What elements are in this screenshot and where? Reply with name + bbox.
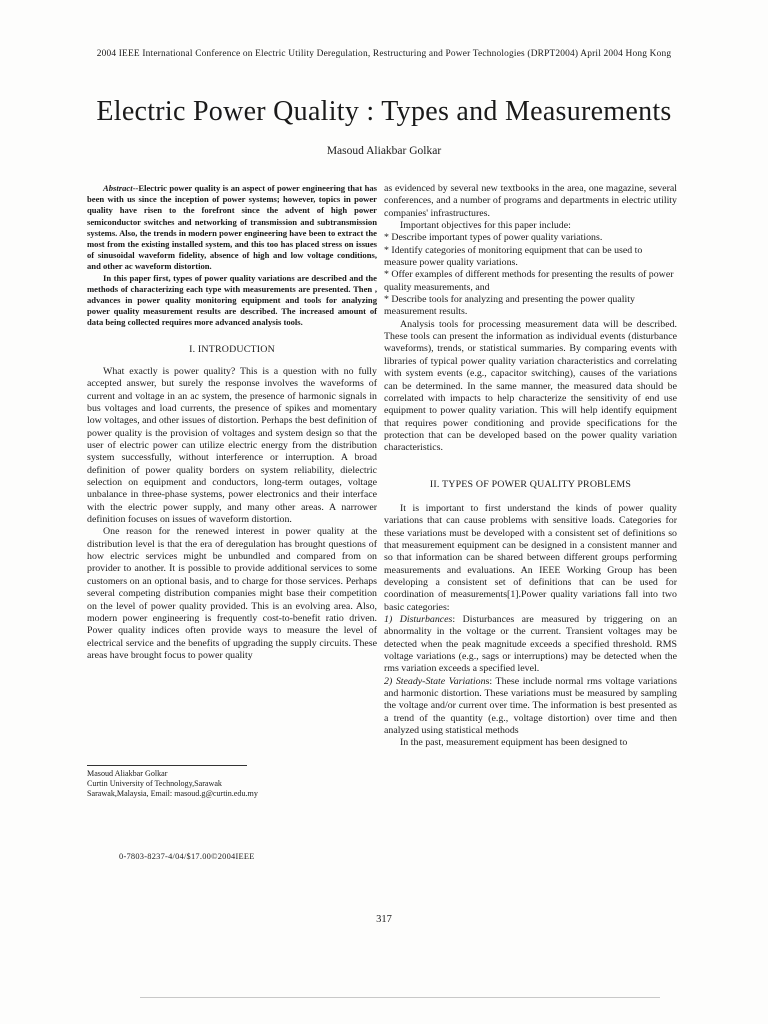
right-paragraph-2: Analysis tools for processing measurement data will be described. These tools can present the information as individual events (disturbance waveforms), trends, or statistical summaries. By comparing events with libraries of typical power quality variation characteristics and correlating with system events (e.g., capacitor switching), causes of the variations can be determined. In the same manner, the measured data should be correlated with impacts to help characterize the sensitivity of end use equipment to power quality variation. This will help identify equipment that requires power conditioning and provide specifications for the protection that can be developed based on the power quality variation characteristics. [384, 318, 677, 454]
disturbances-item [384, 614, 677, 676]
abstract-label: Abstract [103, 183, 133, 193]
abstract [87, 183, 377, 273]
objective-bullet: * Describe tools for analyzing and presenting the power quality measurement results. [384, 294, 635, 318]
objectives-intro: Important objectives for this paper include: [400, 220, 571, 232]
disturbances-label: 1) Disturbances [384, 614, 453, 625]
right-paragraph-last: In the past, measurement equipment has been designed to [400, 737, 628, 749]
author-footnote [87, 765, 377, 799]
page-number: 317 [376, 914, 392, 925]
steady-state-label: 2) Steady-State Variation [384, 675, 486, 687]
disturbances-text: : Disturbances are measured by triggering on an abnormality in the voltage or the current. Transient voltages may be detected when the peak magnitude exceeds a specified threshold. RMS voltage variations (e.g., sags or interruptions) may be detected when the rms variation exceeds a specified level. [384, 614, 678, 675]
bottom-scan-line [140, 997, 660, 998]
objective-bullet: * Identify categories of monitoring equipment that can be used to measure power quality variations. [384, 244, 643, 269]
paper-author: Masoud Aliakbar Golkar [326, 145, 442, 157]
isbn-line: 0-7803-8237-4/04/$17.00©2004IEEE [119, 852, 255, 861]
paper-title: Electric Power Quality : Types and Measurements [96, 96, 672, 127]
right-paragraph-1: as evidenced by several new textbooks in the area, one magazine, several conferences, and a number of programs and departments in electric utility companies' infrastructures. [384, 183, 677, 219]
steady-state-item [384, 676, 677, 738]
intro-paragraph-2: One reason for the renewed interest in power quality at the distribution level is that the era of deregulation has brought questions of how electric services might be unbundled and compared from on provider to another. It is possible to provide additional services to some customers on an optional basis, and to charge for those services. Perhaps several competing distribution companies might base their competition on the level of power quality provided. This is an evolving area. Also, modern power engineering is frequently cost-to-benefit ratio driven. Power quality indices often provide ways to measure the level of electrical service and the benefits of upgrading the supply circuits. These areas have brought focus to power quality [87, 526, 377, 661]
footnote-rule [87, 765, 247, 766]
intro-paragraph-1: What exactly is power quality? This is a question with no fully accepted answer, but surely the response involves the waveforms of current and voltage in an ac system, the presence of harmonic signals in bus voltages and load currents, the presence of spikes and momentary low voltages, and other issues of distortion. Perhaps the best definition of power quality is the provision of voltages and system design so that the user of electric power can utilize electric energy from the distribution system successfully, without interference or interruption. A broad definition of power quality borders on system reliability, dielectric selection on equipment and conductors, long-term outages, voltage unbalance in three-phase systems, power electronics and their interface with the electric power supply, and many other areas. A narrower definition focuses on issues of waveform distortion. [87, 365, 377, 526]
conference-header: 2004 IEEE International Conference on Electric Utility Deregulation, Restructuring and Power Technologies (DRPT2004) April 2004 Hong Kong [96, 49, 672, 59]
left-column [87, 183, 377, 662]
objective-bullet: * Offer examples of different methods for presenting the results of power quality measurements, and [384, 269, 674, 293]
steady-state-text: s: These include normal rms voltage variations and harmonic distortion. These variations must be measured by sampling the voltage and/or current over time. The information is best presented as a trend of the quantity (e.g., voltage distortion) over time and then analyzed using statistical methods [384, 675, 677, 737]
section-heading-types: II. TYPES OF POWER QUALITY PROBLEMS [429, 478, 632, 490]
footnote-author: Masoud Aliakbar Golkar [87, 769, 168, 778]
section-heading-introduction: I. INTRODUCTION [189, 343, 275, 355]
footnote-affiliation: Curtin University of Technology,Sarawak [87, 779, 222, 788]
right-column [384, 183, 677, 750]
footnote-email: Sarawak,Malaysia, Email: masoud.g@curtin.edu.my [87, 789, 258, 798]
objective-bullet: * Describe important types of power quality variations. [384, 232, 603, 244]
abstract-text: --Electric power quality is an aspect of power engineering that has been with us since the inception of power systems; however, topics in power quality have risen to the forefront since the advent of high power semiconductor switches and networking of transmission and subtransmission systems. Also, the trends in modern power engineering have been to extract the most from the existing installed system, and this too has placed stress on issues of sinusoidal waveform fidelity, absence of high and low voltage conditions, and other ac waveform distortion. [87, 183, 377, 272]
types-paragraph: It is important to first understand the kinds of power quality variations that can cause problems with sensitive loads. Categories for these variations must be developed with a consistent set of definitions so that measurement equipment can be designed in a consistent manner and so that information can be shared between different groups performing measurements and evaluations. An IEEE Working Group has been developing a consistent set of definitions that can be used for coordination of measurements[1].Power quality variations fall into two basic categories: [384, 502, 677, 613]
abstract-paragraph-2: In this paper first, types of power quality variations are described and the methods of characterizing each type with measurements are presented. Then , advances in power quality monitoring equipment and tools for analyzing power quality measurement results are described. The increased amount of data being collected requires more advanced analysis tools. [87, 272, 377, 328]
